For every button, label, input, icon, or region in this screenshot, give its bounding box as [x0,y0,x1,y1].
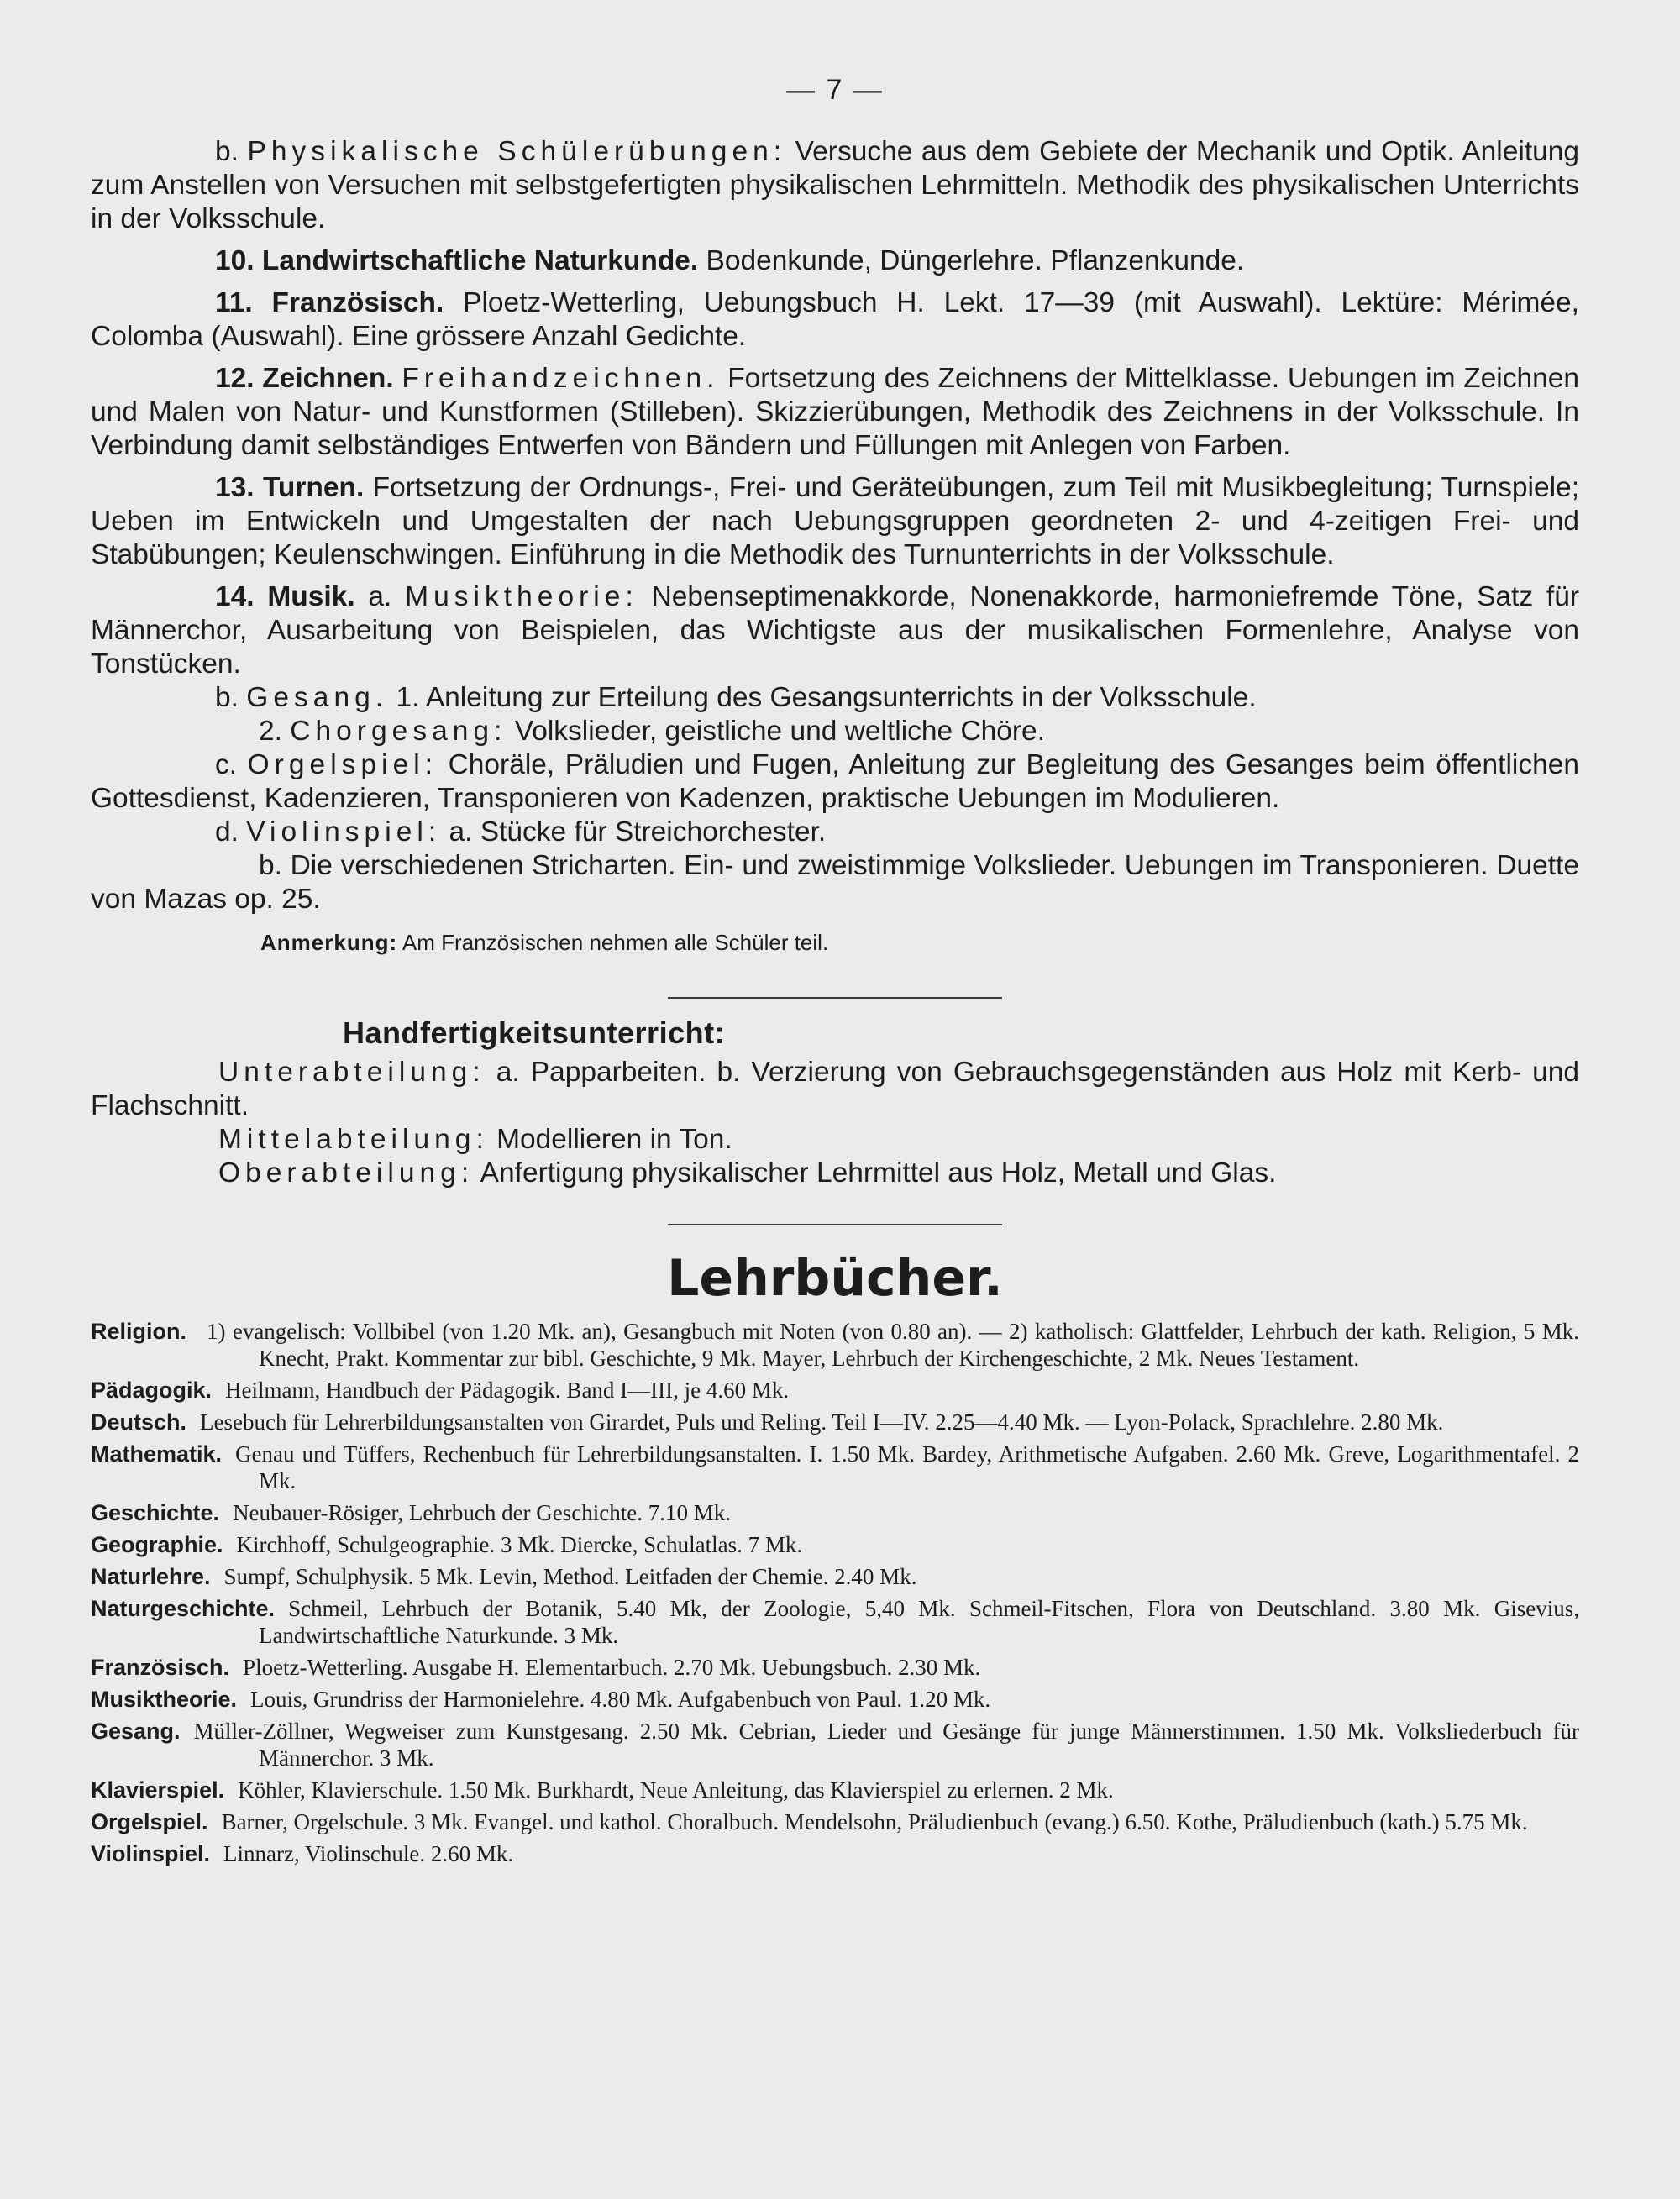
music-c-spaced: Orgelspiel: [247,749,438,780]
music-a-label: a. [368,581,392,612]
physics-exercises-paragraph [91,135,1579,236]
handwork-upper-text: Anfertigung physikalischer Lehrmittel aus Holz, Metall und Glas. [480,1157,1277,1189]
textbook-text: Neubauer-Rösiger, Lehrbuch der Geschichte. 7.10 Mk. [233,1500,731,1525]
textbook-subject: Deutsch. [91,1409,187,1435]
handwork-upper-paragraph [91,1157,1579,1190]
textbook-entry [91,1654,1579,1681]
textbook-text: 1) evangelisch: Vollbibel (von 1.20 Mk. an), Gesangbuch mit Noten (von 0.80 an). — 2) katholisch: Glattfelder, Lehrbuch der kath. Religion, 5 Mk. Knecht, Prakt. Kommentar zur bibl. Geschichte, 9 Mk. Mayer, Lehrbuch der Kirchengeschichte, 2 Mk. Neues Testament. [207,1319,1579,1371]
textbook-text: Barner, Orgelschule. 3 Mk. Evangel. und kathol. Choralbuch. Mendelsohn, Präludienbuch (evang.) 6.50. Kothe, Präludienbuch (kath.) 5.75 Mk. [221,1809,1528,1834]
textbook-subject: Musiktheorie. [91,1687,238,1712]
textbook-subject: Pädagogik. [91,1378,213,1403]
textbooks-title: Lehrbücher. [667,1249,1003,1308]
textbook-text: Müller-Zöllner, Wegweiser zum Kunstgesang. 2.50 Mk. Cebrian, Lieder und Gesänge für junge Männerstimmen. 1.50 Mk. Volksliederbuch für Männerchor. 3 Mk. [193,1719,1579,1771]
music-theory-paragraph [91,580,1579,681]
page-number: — 7 — [786,74,884,106]
physics-b-label: b. [215,136,239,167]
handwork-lower-text: a. Papparbeiten. b. Verzierung von Gebrauchsgegenständen aus Holz mit Kerb- und Flachschnitt. [91,1057,1579,1121]
music-b-label: b. [215,682,239,713]
textbook-text: Kirchhoff, Schulgeographie. 3 Mk. Diercke, Schulatlas. 7 Mk. [236,1532,803,1557]
subject-title: Musik. [267,581,355,612]
textbook-entry [91,1808,1579,1835]
textbook-text: Louis, Grundriss der Harmonielehre. 4.80 Mk. Aufgabenbuch von Paul. 1.20 Mk. [250,1687,991,1712]
music-d-b-text: b. Die verschiedenen Stricharten. Ein- und zweistimmige Volkslieder. Uebungen im Transponieren. Duette von Mazas op. 25. [91,850,1579,915]
subject-paragraph-french [91,286,1579,354]
music-d-spaced: Violinspiel: [246,816,442,848]
textbook-text: Ploetz-Wetterling. Ausgabe H. Elementarbuch. 2.70 Mk. Uebungsbuch. 2.30 Mk. [243,1655,981,1680]
subject-title: Turnen. [262,472,365,503]
remark-text: Am Französischen nehmen alle Schüler teil. [402,930,829,955]
music-a-spaced: Musiktheorie: [405,581,638,612]
textbook-list [91,1318,1579,1867]
textbook-text: Sumpf, Schulphysik. 5 Mk. Levin, Method. Leitfaden der Chemie. 2.40 Mk. [223,1564,917,1589]
music-b1-text: 1. Anleitung zur Erteilung des Gesangsunterrichts in der Volksschule. [396,682,1257,713]
textbook-subject: Klavierspiel. [91,1777,225,1803]
music-b-spaced: Gesang. [246,682,389,713]
handwork-middle-text: Modellieren in Ton. [496,1124,732,1155]
handwork-lower-paragraph [91,1056,1579,1123]
handwork-section [91,1056,1579,1190]
textbook-subject: Religion. [91,1319,186,1344]
subject-text: Bodenkunde, Düngerlehre. Pflanzenkunde. [706,245,1245,276]
music-violin-b-paragraph [91,849,1579,916]
subject-text: Fortsetzung der Ordnungs-, Frei- und Geräteübungen, zum Teil mit Musikbegleitung; Turnspiele; Ueben im Entwickeln und Umgestalten der nach Uebungsgruppen geordneten 2- und 4-zeitigen Frei- und Stabübungen; Keulenschwingen. Einführung in die Methodik des Turnunterrichts in der Volksschule. [91,472,1579,570]
remark-label: Anmerkung: [260,930,398,955]
textbook-entry [91,1563,1579,1590]
textbook-subject: Gesang. [91,1719,181,1744]
subject-number: 10. [215,245,255,276]
handwork-middle-paragraph [91,1123,1579,1157]
music-b2-spaced: Chorgesang: [290,716,507,747]
handwork-middle-label: Mittelabteilung: [218,1124,489,1155]
textbook-text: Linnarz, Violinschule. 2.60 Mk. [223,1841,514,1866]
textbook-entry [91,1840,1579,1867]
textbook-subject: Orgelspiel. [91,1809,208,1834]
textbook-subject: Naturlehre. [91,1564,211,1589]
subject-text: Fortsetzung des Zeichnens der Mittelklasse. Uebungen im Zeichnen und Malen von Natur- und Kunstformen (Stilleben). Skizzierübungen, Methodik des Zeichnens in der Volksschule. In Verbindung damit selbständiges Entwerfen von Bändern und Füllungen mit Anlegen von Farben. [91,363,1580,461]
divider-rule [668,997,1002,999]
music-a-text: Nebenseptimenakkorde, Nonenakkorde, harmoniefremde Töne, Satz für Männerchor, Ausarbeitung von Beispielen, das Wichtigste aus der musikalischen Formenlehre, Analyse von Tonstücken. [91,581,1579,680]
textbook-subject: Mathematik. [91,1441,223,1467]
music-d-label: d. [215,816,239,848]
music-organ-paragraph [91,748,1579,816]
subject-paragraph-agriculture [91,244,1579,278]
subject-number: 11. [215,287,253,318]
music-b2-label: 2. [259,716,282,747]
textbook-entry [91,1686,1579,1713]
textbook-entry [91,1318,1579,1372]
subject-number: 12. [215,363,255,394]
subject-text: Ploetz-Wetterling, Uebungsbuch H. Lekt. 17—39 (mit Auswahl). Lektüre: Mérimée, Colomba (Auswahl). Eine grössere Anzahl Gedichte. [91,287,1579,352]
textbook-text: Schmeil, Lehrbuch der Botanik, 5.40 Mk, der Zoologie, 5,40 Mk. Schmeil-Fitschen, Flora von Deutschland. 3.80 Mk. Gisevius, Landwirtschaftliche Naturkunde. 3 Mk. [259,1596,1579,1648]
curriculum-section [91,135,1579,957]
music-c-text: Choräle, Präludien und Fugen, Anleitung zur Begleitung des Gesanges beim öffentlichen Gottesdienst, Kadenzieren, Transponieren von Kadenzen, praktische Uebungen im Modulieren. [91,749,1579,814]
handwork-heading: Handfertigkeitsunterricht: [343,1016,726,1050]
textbook-text: Genau und Tüffers, Rechenbuch für Lehrerbildungsanstalten. I. 1.50 Mk. Bardey, Arithmetische Aufgaben. 2.60 Mk. Greve, Logarithmentafel. 2 Mk. [235,1441,1579,1493]
textbook-subject: Naturgeschichte. [91,1596,276,1621]
subject-paragraph-drawing [91,362,1579,463]
textbook-subject: Französisch. [91,1655,230,1680]
textbook-subject: Geographie. [91,1532,223,1557]
handwork-lower-label: Unterabteilung: [218,1057,486,1088]
textbook-entry [91,1531,1579,1558]
textbook-subject: Violinspiel. [91,1841,211,1866]
subject-number: 13. [215,472,255,503]
textbook-text: Heilmann, Handbuch der Pädagogik. Band I—III, je 4.60 Mk. [225,1378,790,1403]
music-b2-text: Volkslieder, geistliche und weltliche Chöre. [514,716,1045,747]
subject-paragraph-gymnastics [91,471,1579,572]
textbook-text: Köhler, Klavierschule. 1.50 Mk. Burkhardt, Neue Anleitung, das Klavierspiel zu erlernen. 2 Mk. [238,1777,1114,1803]
music-singing-paragraph [91,681,1579,715]
remark [260,928,1579,957]
subject-spaced-term: Freihandzeichnen. [402,363,720,394]
textbook-entry [91,1441,1579,1494]
music-d-text: a. Stücke für Streichorchester. [449,816,827,848]
textbook-entry [91,1718,1579,1771]
subject-title: Landwirtschaftliche Naturkunde. [261,245,699,276]
textbook-entry [91,1499,1579,1526]
music-c-label: c. [215,749,238,780]
textbook-entry [91,1377,1579,1404]
textbook-entry [91,1409,1579,1435]
textbook-subject: Geschichte. [91,1500,220,1525]
subject-title: Zeichnen. [262,363,394,394]
physics-b-text: Versuche aus dem Gebiete der Mechanik und Optik. Anleitung zum Anstellen von Versuchen mit selbstgefertigten physikalischen Lehrmitteln. Methodik des physikalischen Unterrichts in der Volksschule. [91,136,1580,234]
music-violin-paragraph [91,816,1579,849]
handwork-upper-label: Oberabteilung: [218,1157,475,1189]
subject-title: Französisch. [271,287,444,318]
textbook-entry [91,1595,1579,1649]
subject-number: 14. [215,581,255,612]
music-choir-paragraph [91,715,1579,748]
physics-b-title: Physikalische Schülerübungen: [247,136,787,167]
textbook-entry [91,1777,1579,1803]
textbook-text: Lesebuch für Lehrerbildungsanstalten von Girardet, Puls und Reling. Teil I—IV. 2.25—4.40 Mk. — Lyon-Polack, Sprachlehre. 2.80 Mk. [200,1409,1444,1435]
divider-rule [668,1224,1002,1225]
